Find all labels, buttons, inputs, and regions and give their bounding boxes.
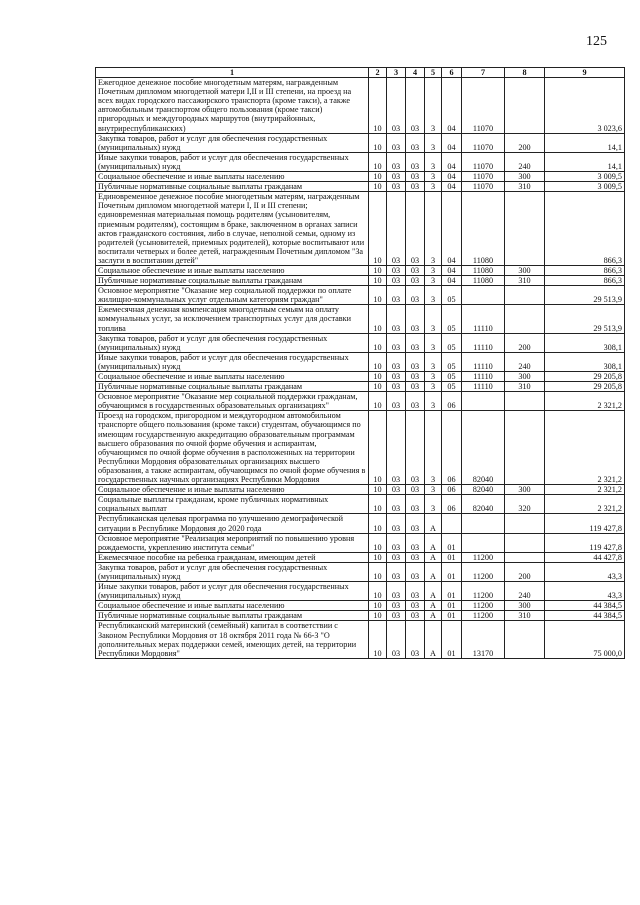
subprogram-code: 3 [425,392,442,411]
activity-code: 01 [442,533,462,552]
subprogram-code: 3 [425,372,442,382]
section-code: 10 [369,621,387,658]
section-code: 10 [369,582,387,601]
direction-code: 11110 [462,372,505,382]
subprogram-code: 3 [425,172,442,182]
section-code: 10 [369,552,387,562]
column-header: 5 [425,68,442,78]
table-header [96,68,625,78]
subsection-code: 03 [387,533,406,552]
activity-code: 01 [442,621,462,658]
activity-code: 04 [442,133,462,152]
subprogram-code: А [425,562,442,581]
direction-code: 11200 [462,611,505,621]
subsection-code: 03 [387,172,406,182]
subprogram-code: А [425,552,442,562]
table-row [96,582,625,601]
subsection-code: 03 [387,352,406,371]
activity-code: 05 [442,382,462,392]
amount: 2 321,2 [545,495,625,514]
amount: 14,1 [545,133,625,152]
expense-type-code: 310 [505,182,545,192]
subsection-code: 03 [387,495,406,514]
subsection-code: 03 [387,305,406,333]
direction-code: 11080 [462,265,505,275]
direction-code: 11070 [462,78,505,134]
program-code: 03 [406,582,425,601]
direction-code: 82040 [462,495,505,514]
program-code: 03 [406,333,425,352]
expense-type-code: 200 [505,133,545,152]
section-code: 10 [369,286,387,305]
row-name: Социальное обеспечение и иные выплаты населению [96,172,369,182]
direction-code: 11200 [462,562,505,581]
amount: 29 205,8 [545,382,625,392]
section-code: 10 [369,485,387,495]
program-code: 03 [406,133,425,152]
expense-type-code [505,78,545,134]
program-code: 03 [406,78,425,134]
table-row [96,514,625,533]
direction-code: 13170 [462,621,505,658]
row-name: Публичные нормативные социальные выплаты гражданам [96,276,369,286]
direction-code [462,533,505,552]
program-code: 03 [406,485,425,495]
activity-code: 06 [442,485,462,495]
row-name: Публичные нормативные социальные выплаты гражданам [96,611,369,621]
direction-code: 11070 [462,152,505,171]
program-code: 03 [406,265,425,275]
table-row [96,392,625,411]
amount: 119 427,8 [545,514,625,533]
section-code: 10 [369,372,387,382]
row-name: Публичные нормативные социальные выплаты гражданам [96,382,369,392]
expense-type-code: 300 [505,172,545,182]
program-code: 03 [406,276,425,286]
subsection-code: 03 [387,392,406,411]
table-row [96,533,625,552]
amount: 2 321,2 [545,411,625,485]
table-row [96,601,625,611]
expense-type-code: 200 [505,562,545,581]
direction-code: 11080 [462,276,505,286]
program-code: 03 [406,562,425,581]
section-code: 10 [369,265,387,275]
direction-code: 11070 [462,133,505,152]
program-code: 03 [406,611,425,621]
row-name: Социальное обеспечение и иные выплаты населению [96,372,369,382]
activity-code: 05 [442,333,462,352]
row-name: Социальные выплаты гражданам, кроме публичных нормативных социальных выплат [96,495,369,514]
expense-type-code: 240 [505,152,545,171]
expense-type-code: 300 [505,485,545,495]
amount: 2 321,2 [545,485,625,495]
page-number: 125 [586,34,607,49]
subsection-code: 03 [387,192,406,266]
subprogram-code: 3 [425,192,442,266]
section-code: 10 [369,411,387,485]
table-row [96,495,625,514]
expense-type-code: 300 [505,372,545,382]
activity-code: 01 [442,582,462,601]
section-code: 10 [369,305,387,333]
subprogram-code: 3 [425,133,442,152]
program-code: 03 [406,172,425,182]
expense-type-code: 200 [505,333,545,352]
row-name: Проезд на городском, пригородном и междугородном автомобильном транспорте общего пользования (кроме такси) студентам, обучающимся по имеющим государственную аккредитацию образовательным программам высшего образования по очной форме обучения и аспирантам, обучающимся по очной форме обучения в расположенных на территории Республики Мордовия образовательных организациях высшего образования, а также аспирантам, обучающимся по очной форме обучения в государственных научных организациях Республики Мордовия [96,411,369,485]
expense-type-code: 240 [505,582,545,601]
section-code: 10 [369,495,387,514]
subprogram-code: 3 [425,152,442,171]
subsection-code: 03 [387,78,406,134]
row-name: Единовременное денежное пособие многодетным матерям, награжденным Почетным дипломом многодетной матери I, II и III степени; единовременная материальная помощь родителям (усыновителям, приемным родителям), состоящим в браке, заключенном в органах записи актов гражданского состояния, либо в случае, неполной семьи, одному из родителей (усыновителей, приемных родителей), которые воспитывают или воспитали четверых и более детей, награжденным Почетным дипломом "За заслуги в воспитании детей" [96,192,369,266]
program-code: 03 [406,372,425,382]
table-row [96,611,625,621]
direction-code: 11070 [462,182,505,192]
amount: 2 321,2 [545,392,625,411]
activity-code: 06 [442,411,462,485]
activity-code: 01 [442,562,462,581]
subsection-code: 03 [387,514,406,533]
subsection-code: 03 [387,552,406,562]
program-code: 03 [406,601,425,611]
column-header: 8 [505,68,545,78]
subsection-code: 03 [387,372,406,382]
amount: 29 205,8 [545,372,625,382]
activity-code: 05 [442,372,462,382]
row-name: Социальное обеспечение и иные выплаты населению [96,265,369,275]
section-code: 10 [369,333,387,352]
subsection-code: 03 [387,133,406,152]
row-name: Основное мероприятие "Оказание мер социальной поддержки по оплате жилищно-коммунальных услуг отдельным категориям граждан" [96,286,369,305]
subprogram-code: 3 [425,411,442,485]
subprogram-code: А [425,601,442,611]
direction-code: 11200 [462,601,505,611]
subsection-code: 03 [387,182,406,192]
row-name: Иные закупки товаров, работ и услуг для обеспечения государственных (муниципальных) нужд [96,582,369,601]
expense-type-code: 310 [505,382,545,392]
direction-code: 11200 [462,552,505,562]
amount: 866,3 [545,276,625,286]
program-code: 03 [406,533,425,552]
section-code: 10 [369,382,387,392]
program-code: 03 [406,392,425,411]
table-body [96,78,625,659]
subsection-code: 03 [387,333,406,352]
budget-table [95,67,625,659]
expense-type-code: 310 [505,276,545,286]
row-name: Социальное обеспечение и иные выплаты населению [96,485,369,495]
subsection-code: 03 [387,582,406,601]
amount: 44 384,5 [545,611,625,621]
activity-code: 04 [442,78,462,134]
subprogram-code: 3 [425,382,442,392]
direction-code: 11070 [462,172,505,182]
amount: 3 009,5 [545,172,625,182]
table-row [96,372,625,382]
subprogram-code: А [425,611,442,621]
activity-code: 06 [442,495,462,514]
section-code: 10 [369,182,387,192]
subsection-code: 03 [387,621,406,658]
section-code: 10 [369,562,387,581]
table-row [96,485,625,495]
table-row [96,352,625,371]
activity-code: 04 [442,172,462,182]
subprogram-code: 3 [425,352,442,371]
direction-code: 11200 [462,582,505,601]
activity-code: 05 [442,352,462,371]
expense-type-code: 300 [505,265,545,275]
activity-code: 01 [442,552,462,562]
subprogram-code: 3 [425,485,442,495]
subprogram-code: А [425,582,442,601]
subsection-code: 03 [387,265,406,275]
expense-type-code [505,411,545,485]
row-name: Закупка товаров, работ и услуг для обеспечения государственных (муниципальных) нужд [96,562,369,581]
activity-code: 01 [442,611,462,621]
program-code: 03 [406,411,425,485]
expense-type-code [505,514,545,533]
section-code: 10 [369,172,387,182]
amount: 14,1 [545,152,625,171]
subprogram-code: 3 [425,495,442,514]
program-code: 03 [406,621,425,658]
amount: 75 000,0 [545,621,625,658]
row-name: Основное мероприятие "Реализация мероприятий по повышению уровня рождаемости, укреплению института семьи" [96,533,369,552]
row-name: Ежегодное денежное пособие многодетным матерям, награжденным Почетным дипломом многодетной матери I,II и III степени, на проезд на всех видах городского пассажирского транспорта (кроме такси), а также автомобильным транспортом общего пользования (кроме такси) пригородных и междугородных маршрутов (внутрирайонных, внутриреспубликанских) [96,78,369,134]
program-code: 03 [406,305,425,333]
amount: 43,3 [545,582,625,601]
table-row [96,182,625,192]
subprogram-code: 3 [425,333,442,352]
expense-type-code [505,552,545,562]
subprogram-code: 3 [425,305,442,333]
direction-code: 11110 [462,333,505,352]
amount: 308,1 [545,333,625,352]
direction-code: 11110 [462,352,505,371]
column-header: 3 [387,68,406,78]
column-header: 1 [96,68,369,78]
subsection-code: 03 [387,611,406,621]
column-header: 9 [545,68,625,78]
amount: 3 023,6 [545,78,625,134]
row-name: Публичные нормативные социальные выплаты гражданам [96,182,369,192]
row-name: Основное мероприятие "Оказание мер социальной поддержки гражданам, обучающимся в государственных образовательных организациях" [96,392,369,411]
subprogram-code: 3 [425,276,442,286]
subsection-code: 03 [387,286,406,305]
amount: 44 427,8 [545,552,625,562]
subsection-code: 03 [387,276,406,286]
activity-code: 04 [442,192,462,266]
section-code: 10 [369,514,387,533]
section-code: 10 [369,192,387,266]
program-code: 03 [406,182,425,192]
expense-type-code [505,286,545,305]
direction-code: 82040 [462,485,505,495]
amount: 43,3 [545,562,625,581]
amount: 29 513,9 [545,286,625,305]
row-name: Социальное обеспечение и иные выплаты населению [96,601,369,611]
program-code: 03 [406,352,425,371]
table-row [96,152,625,171]
activity-code: 04 [442,152,462,171]
expense-type-code [505,392,545,411]
table-row [96,621,625,658]
amount: 866,3 [545,265,625,275]
expense-type-code [505,192,545,266]
table-row [96,382,625,392]
direction-code: 82040 [462,411,505,485]
expense-type-code [505,621,545,658]
row-name: Ежемесячное пособие на ребенка гражданам, имеющим детей [96,552,369,562]
row-name: Республиканская целевая программа по улучшению демографической ситуации в Республике Мордовия до 2020 года [96,514,369,533]
section-code: 10 [369,601,387,611]
program-code: 03 [406,192,425,266]
section-code: 10 [369,352,387,371]
subsection-code: 03 [387,562,406,581]
table-row [96,305,625,333]
activity-code: 04 [442,182,462,192]
activity-code: 04 [442,265,462,275]
row-name: Иные закупки товаров, работ и услуг для обеспечения государственных (муниципальных) нужд [96,352,369,371]
expense-type-code: 300 [505,601,545,611]
direction-code: 11110 [462,305,505,333]
column-header: 7 [462,68,505,78]
amount: 308,1 [545,352,625,371]
table-row [96,192,625,266]
section-code: 10 [369,392,387,411]
subprogram-code: 3 [425,265,442,275]
section-code: 10 [369,133,387,152]
table-row [96,276,625,286]
subprogram-code: 3 [425,286,442,305]
section-code: 10 [369,276,387,286]
expense-type-code: 310 [505,611,545,621]
section-code: 10 [369,78,387,134]
activity-code: 05 [442,286,462,305]
direction-code [462,514,505,533]
direction-code: 11080 [462,192,505,266]
subprogram-code: А [425,533,442,552]
row-name: Республиканский материнский (семейный) капитал в соответствии с Законом Республики Мордовия от 18 октября 2011 года № 66-З "О дополнительных мерах поддержки семей, имеющих детей, на территории Республики Мордовия" [96,621,369,658]
column-header: 6 [442,68,462,78]
amount: 29 513,9 [545,305,625,333]
table-row [96,133,625,152]
amount: 119 427,8 [545,533,625,552]
subprogram-code: 3 [425,78,442,134]
expense-type-code [505,305,545,333]
direction-code: 11110 [462,382,505,392]
row-name: Иные закупки товаров, работ и услуг для обеспечения государственных (муниципальных) нужд [96,152,369,171]
table-row [96,78,625,134]
activity-code: 01 [442,601,462,611]
subprogram-code: А [425,514,442,533]
subsection-code: 03 [387,485,406,495]
subprogram-code: 3 [425,182,442,192]
program-code: 03 [406,286,425,305]
direction-code [462,392,505,411]
activity-code [442,514,462,533]
subprogram-code: А [425,621,442,658]
row-name: Ежемесячная денежная компенсация многодетным семьям на оплату коммунальных услуг, за исключением транспортных услуг для доставки топлива [96,305,369,333]
activity-code: 06 [442,392,462,411]
row-name: Закупка товаров, работ и услуг для обеспечения государственных (муниципальных) нужд [96,133,369,152]
program-code: 03 [406,382,425,392]
amount: 44 384,5 [545,601,625,611]
program-code: 03 [406,514,425,533]
subsection-code: 03 [387,411,406,485]
subsection-code: 03 [387,152,406,171]
table-row [96,562,625,581]
table-row [96,172,625,182]
amount: 3 009,5 [545,182,625,192]
program-code: 03 [406,552,425,562]
expense-type-code: 240 [505,352,545,371]
table-row [96,552,625,562]
program-code: 03 [406,152,425,171]
section-code: 10 [369,611,387,621]
section-code: 10 [369,533,387,552]
activity-code: 04 [442,276,462,286]
expense-type-code: 320 [505,495,545,514]
table-row [96,333,625,352]
subsection-code: 03 [387,382,406,392]
activity-code: 05 [442,305,462,333]
section-code: 10 [369,152,387,171]
column-header: 4 [406,68,425,78]
direction-code [462,286,505,305]
table-row [96,411,625,485]
program-code: 03 [406,495,425,514]
table-row [96,286,625,305]
table-row [96,265,625,275]
expense-type-code [505,533,545,552]
row-name: Закупка товаров, работ и услуг для обеспечения государственных (муниципальных) нужд [96,333,369,352]
amount: 866,3 [545,192,625,266]
column-header: 2 [369,68,387,78]
subsection-code: 03 [387,601,406,611]
